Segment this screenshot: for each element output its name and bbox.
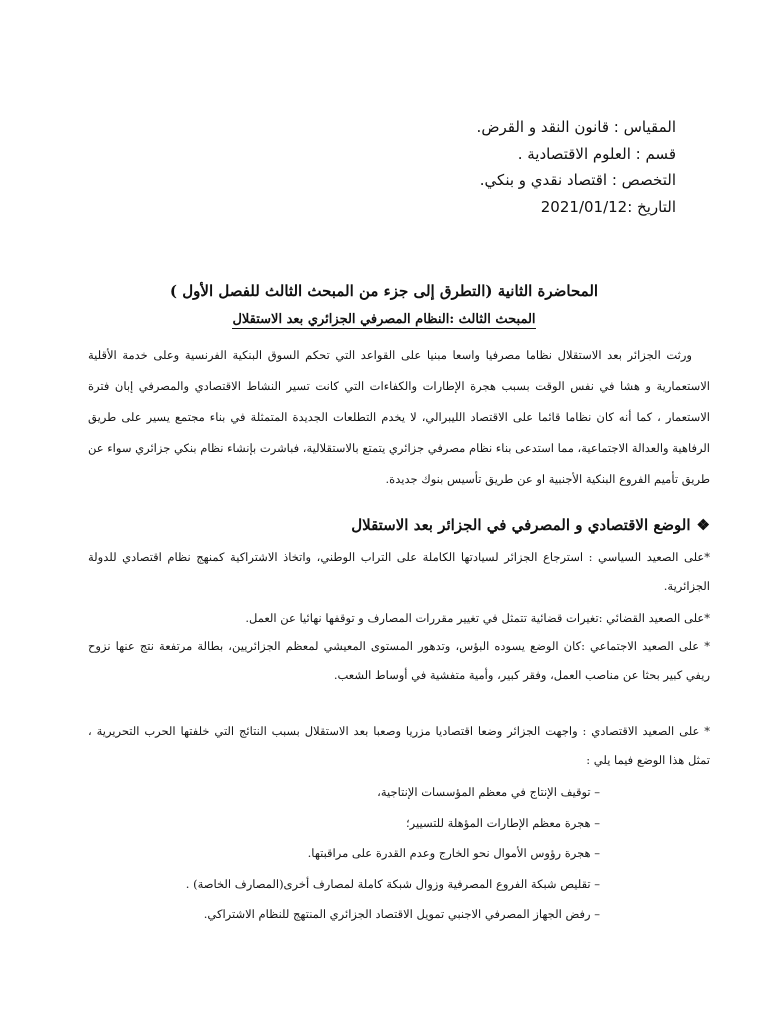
diamond-bullet-icon: ❖ [696, 516, 710, 534]
list-item: – هجرة رؤوس الأموال نحو الخارج وعدم القدرة على مراقبتها. [307, 846, 600, 860]
subheading [88, 513, 710, 537]
subheading-text: الوضع الاقتصادي و المصرفي في الجزائر بعد الاستقلال [351, 516, 691, 534]
lecture-title: المحاضرة الثانية (التطرق إلى جزء من المبحث الثالث للفصل الأول ) [169, 282, 599, 300]
political-paragraph: *على الصعيد السياسي : استرجاع الجزائر لسيادتها الكاملة على التراب الوطني، واتخاذ الاشتراكية كمنهج نظام اقتصادي للدولة الجزائرية. [88, 550, 710, 593]
module-line: المقياس : قانون النقد و القرض. [476, 118, 676, 136]
document-header [356, 114, 676, 220]
social-paragraph: * على الصعيد الاجتماعي :كان الوضع يسوده البؤس، وتدهور المستوى المعيشي لمعظم الجزائريين، بطالة مرتفعة نتج عنها نزوح ريفي كبير بحثا عن مناصب العمل، وفقر كبير، وأمية متفشية في أوساط الشعب. [88, 639, 710, 682]
section-title: المبحث الثالث :النظام المصرفي الجزائري بعد الاستقلال [232, 312, 536, 327]
department-line: قسم : العلوم الاقتصادية . [517, 144, 676, 163]
judicial-paragraph: *على الصعيد القضائي :تغيرات قضائية تتمثل في تغيير مقررات المصارف و توقفها نهائيا عن العمل. [245, 611, 710, 625]
list-item: – رفض الجهاز المصرفي الاجنبي تمويل الاقتصاد الجزائري المنتهج للنظام الاشتراكي. [203, 907, 600, 921]
intro-paragraph: ورثت الجزائر بعد الاستقلال نظاما مصرفيا واسعا مبنيا على القواعد التي تحكم السوق البنكية الفرنسية وعلى خدمة الأقلية الاستعمارية و هشا في نفس الوقت بسبب هجرة الإطارات والكفاءات التي كانت تسير النشاط الاقتصادي والمصرفي إبان فترة الاستعمار ، كما أنه كان نظاما قائما على الاقتصاد الليبرالي، لا يخدم التطلعات الجديدة المتمثلة في بناء مجتمع يسير على طريق الرفاهية والعدالة الاجتماعية، مما استدعى بناء نظام مصرفي جزائري يتمتع بالاستقلالية، فباشرت بإنشاء نظام بنكي جزائري سواء عن طريق تأميم الفروع البنكية الأجنبية او عن طريق تأسيس بنوك جديدة. [88, 348, 710, 486]
economic-paragraph: * على الصعيد الاقتصادي : واجهت الجزائر وضعا اقتصاديا مزريا وصعبا بعد الاستقلال بسبب النتائج التي خلفتها الحرب التحريرية ، تمثل هذا الوضع فيما يلي : [88, 724, 710, 767]
list-item: – توقيف الإنتاج في معظم المؤسسات الإنتاجية، [377, 785, 600, 799]
specialty-line: التخصص : اقتصاد نقدي و بنكي. [479, 171, 676, 189]
list-item: – تقليص شبكة الفروع المصرفية وزوال شبكة كاملة لمصارف أخرى(المصارف الخاصة) . [185, 876, 600, 891]
consequences-list [88, 777, 710, 930]
list-item: – هجرة معظم الإطارات المؤهلة للتسيير؛ [406, 815, 600, 830]
section-title-wrapper [150, 310, 618, 330]
date-line: التاريخ :2021/01/12 [540, 197, 676, 216]
